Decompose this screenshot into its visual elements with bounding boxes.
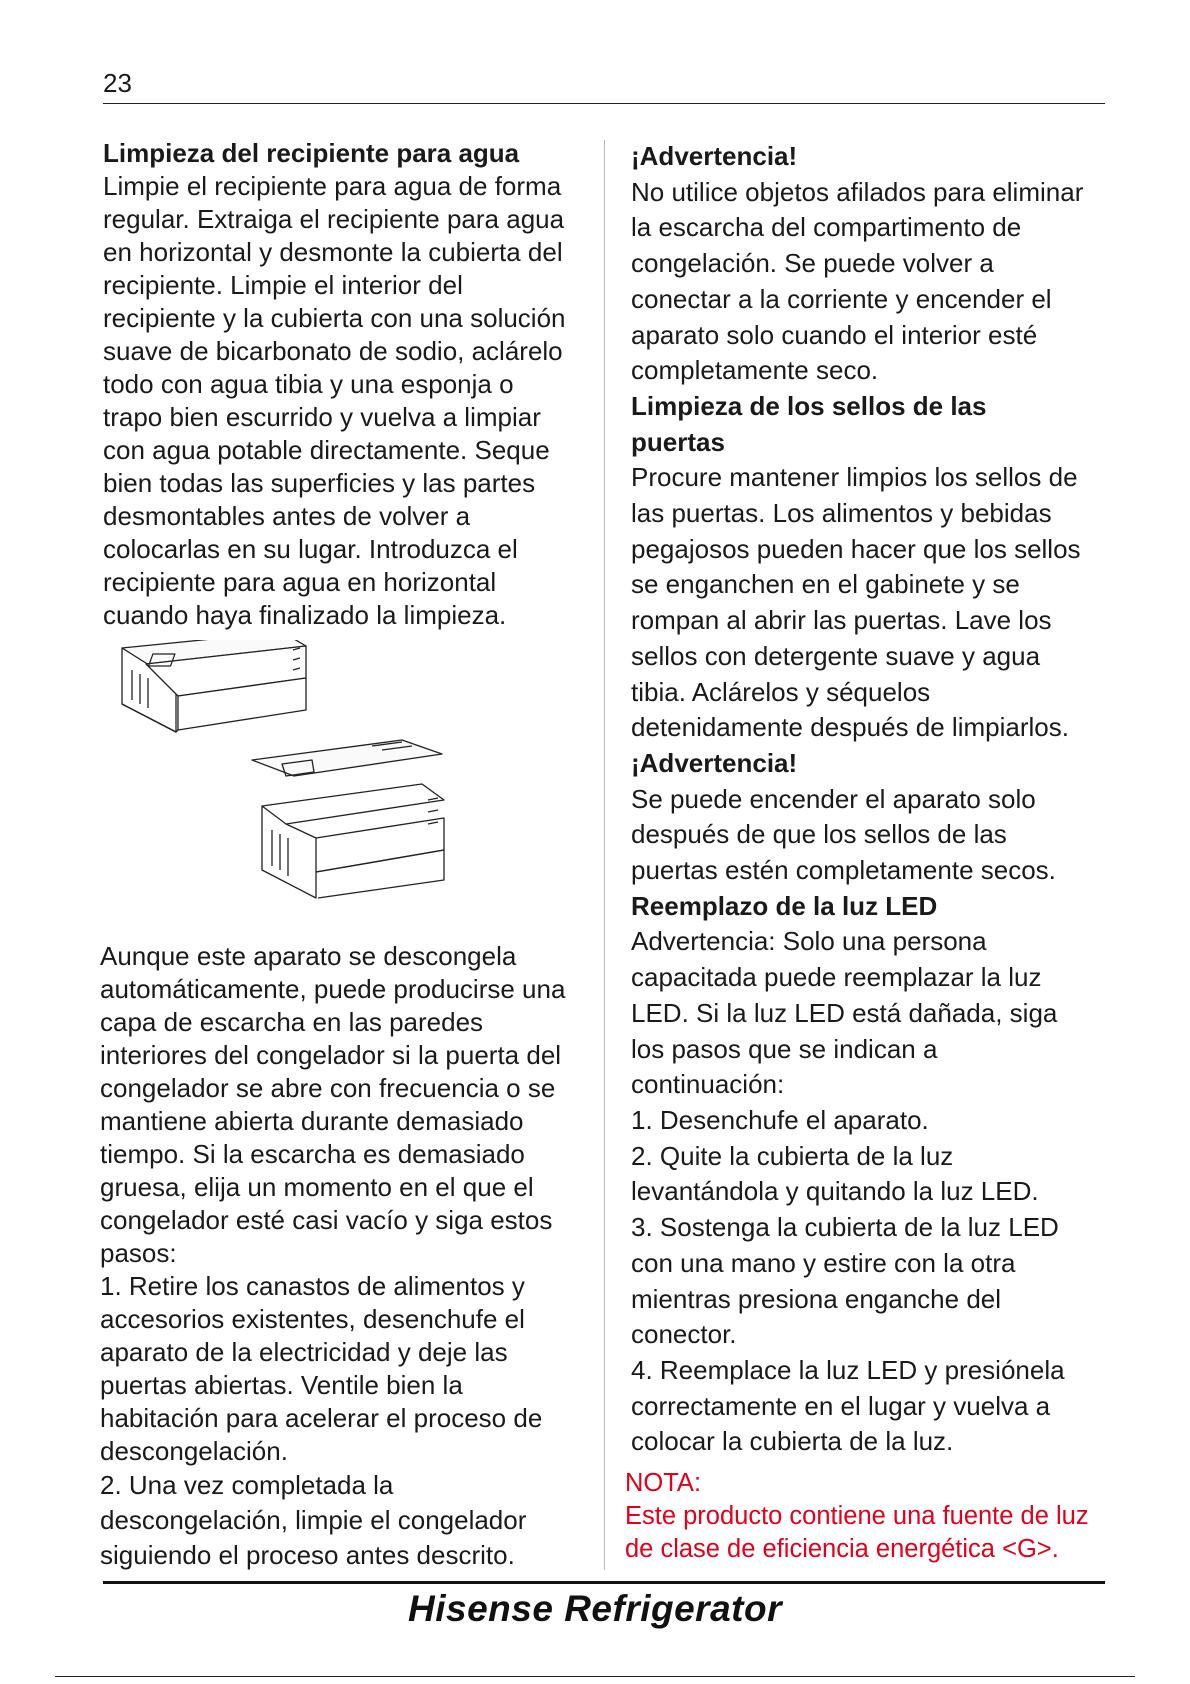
footer-rule xyxy=(103,1581,1105,1584)
paragraph-line: suave de bicarbonato de sodio, aclárelo xyxy=(103,336,563,366)
brand-logo-text: Hisense Refrigerator xyxy=(408,1588,782,1629)
paragraph-line: congelador se abre con frecuencia o se xyxy=(100,1073,556,1103)
paragraph-line: ¡Advertencia! xyxy=(631,141,798,171)
paragraph-line: puertas xyxy=(631,426,725,457)
paragraph-line: colocarlas en su lugar. Introduzca el xyxy=(103,534,518,564)
paragraph-line: trapo bien escurrido y vuelva a limpiar xyxy=(103,402,541,432)
paragraph-line: Aunque este aparato se descongela xyxy=(100,941,517,971)
page-bottom-rule xyxy=(55,1676,1135,1677)
paragraph-line: en horizontal y desmonte la cubierta del xyxy=(103,237,563,267)
paragraph-line: automáticamente, puede producirse una xyxy=(100,974,566,1004)
paragraph-line: Limpie el recipiente para agua de forma xyxy=(103,171,562,201)
paragraph-line: congelador esté casi vacío y siga estos xyxy=(100,1205,553,1235)
header-rule xyxy=(103,103,1105,104)
paragraph-line: recipiente para agua en horizontal xyxy=(103,567,497,597)
paragraph-line: desmontables antes de volver a xyxy=(103,501,471,531)
paragraph-line: después de que los sellos de las xyxy=(631,819,1007,850)
paragraph-line: 4. Reemplace la luz LED y presiónela xyxy=(631,1354,1065,1385)
paragraph-line: Advertencia: Solo una persona xyxy=(631,926,987,957)
paragraph-line: puertas estén completamente secos. xyxy=(631,855,1056,886)
paragraph-line: con agua potable directamente. Seque xyxy=(103,435,550,465)
paragraph-line: 2. Quite la cubierta de la luz xyxy=(631,1140,954,1171)
left-column xyxy=(103,137,595,632)
paragraph-line: tibia. Aclárelos y séquelos xyxy=(631,676,931,707)
note-text xyxy=(625,1500,1089,1566)
paragraph-line: Reemplazo de la luz LED xyxy=(631,890,938,921)
paragraph-line: LED. Si la luz LED está dañada, siga xyxy=(631,997,1058,1028)
paragraph-line: interiores del congelador si la puerta del xyxy=(100,1040,562,1070)
paragraph-line: con una mano y estire con la otra xyxy=(631,1247,1016,1278)
paragraph-line: congelación. Se puede volver a xyxy=(631,248,994,279)
paragraph-line: completamente seco. xyxy=(631,355,879,386)
paragraph-line: mantiene abierta durante demasiado xyxy=(100,1106,524,1136)
defrost-step-2 xyxy=(100,1468,600,1573)
column-divider xyxy=(604,140,605,1570)
paragraph-line: siguiendo el proceso antes descrito. xyxy=(100,1540,515,1570)
paragraph-line: las puertas. Los alimentos y bebidas xyxy=(631,498,1052,529)
paragraph-line: 3. Sostenga la cubierta de la luz LED xyxy=(631,1212,1059,1243)
note-label: NOTA: xyxy=(625,1469,702,1497)
section-heading-water-container: Limpieza del recipiente para agua xyxy=(103,138,520,168)
defrost-paragraph xyxy=(100,940,600,1468)
paragraph-line: cuando haya finalizado la limpieza. xyxy=(103,600,507,630)
paragraph-line: la escarcha del compartimento de xyxy=(631,212,1022,243)
paragraph-line: los pasos que se indican a xyxy=(631,1033,938,1064)
paragraph-line: sellos con detergente suave y agua xyxy=(631,640,1041,671)
water-container-paragraph xyxy=(103,170,595,632)
paragraph-line: rompan al abrir las puertas. Lave los xyxy=(631,605,1052,636)
paragraph-line: Limpieza de los sellos de las xyxy=(631,390,987,421)
paragraph-line: 2. Una vez completada la xyxy=(100,1470,394,1500)
paragraph-line: detenidamente después de limpiarlos. xyxy=(631,712,1069,743)
note-line: Este producto contiene una fuente de luz xyxy=(625,1502,1089,1530)
right-column xyxy=(631,139,1111,1460)
paragraph-line: 1. Desenchufe el aparato. xyxy=(631,1104,929,1135)
paragraph-line: habitación para acelerar el proceso de xyxy=(100,1403,543,1433)
paragraph-line: No utilice objetos afilados para eliminar xyxy=(631,176,1084,207)
paragraph-line: descongelación. xyxy=(100,1436,288,1466)
paragraph-line: recipiente. Limpie el interior del xyxy=(103,270,463,300)
paragraph-line: descongelación, limpie el congelador xyxy=(100,1505,527,1535)
note-line: de clase de eficiencia energética <G>. xyxy=(625,1535,1059,1563)
paragraph-line: levantándola y quitando la luz LED. xyxy=(631,1176,1039,1207)
assembled-water-container xyxy=(122,640,306,732)
page-number: 23 xyxy=(103,68,132,98)
paragraph-line: continuación: xyxy=(631,1069,785,1100)
paragraph-line: se enganchen en el gabinete y se xyxy=(631,569,1020,600)
paragraph-line: capa de escarcha en las paredes xyxy=(100,1007,484,1037)
paragraph-line: conectar a la corriente y encender el xyxy=(631,283,1052,314)
paragraph-line: pasos: xyxy=(100,1238,177,1268)
paragraph-line: gruesa, elija un momento en el que el xyxy=(100,1172,534,1202)
energy-note xyxy=(625,1467,1089,1566)
right-column-text xyxy=(631,139,1111,1460)
paragraph-line: puertas abiertas. Ventile bien la xyxy=(100,1370,463,1400)
disassembled-water-container xyxy=(252,740,444,898)
paragraph-line: colocar la cubierta de la luz. xyxy=(631,1426,954,1457)
paragraph-line: pegajosos pueden hacer que los sellos xyxy=(631,533,1081,564)
paragraph-line: recipiente y la cubierta con una solución xyxy=(103,303,566,333)
paragraph-line: 1. Retire los canastos de alimentos y xyxy=(100,1271,525,1301)
paragraph-line: tiempo. Si la escarcha es demasiado xyxy=(100,1139,525,1169)
paragraph-line: accesorios existentes, desenchufe el xyxy=(100,1304,525,1334)
paragraph-line: mientras presiona enganche del xyxy=(631,1283,1002,1314)
paragraph-line: conector. xyxy=(631,1319,737,1350)
defrost-section xyxy=(100,940,600,1573)
paragraph-line: correctamente en el lugar y vuelva a xyxy=(631,1390,1051,1421)
paragraph-line: capacitada puede reemplazar la luz xyxy=(631,962,1042,993)
paragraph-line: todo con agua tibia y una esponja o xyxy=(103,369,514,399)
paragraph-line: Procure mantener limpios los sellos de xyxy=(631,462,1078,493)
paragraph-line: aparato solo cuando el interior esté xyxy=(631,319,1038,350)
paragraph-line: Se puede encender el aparato solo xyxy=(631,783,1036,814)
paragraph-line: bien todas las superficies y las partes xyxy=(103,468,536,498)
paragraph-line: regular. Extraiga el recipiente para agua xyxy=(103,204,565,234)
water-container-illustration xyxy=(118,640,490,925)
paragraph-line: aparato de la electricidad y deje las xyxy=(100,1337,508,1367)
paragraph-line: ¡Advertencia! xyxy=(631,747,798,778)
